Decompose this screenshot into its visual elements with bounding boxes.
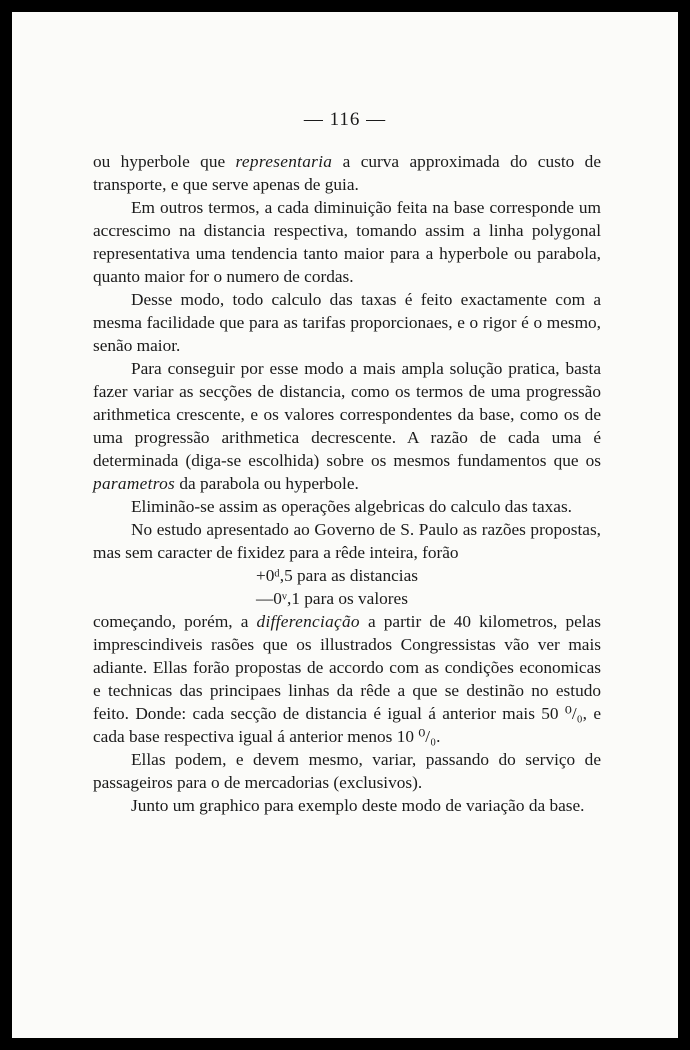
paragraph-7-text-c: e cada base respectiva igual á anterior menos [93,704,601,746]
paragraph-4 [93,357,601,495]
book-page [12,12,678,1038]
paragraph-7-text: começando, porém, a [93,612,257,631]
formula-distances: +0ᵈ,5 para as distancias [256,566,418,585]
paragraph-1-text-b: a curva approximada do custo de transporte, e que serve apenas de guia. [93,152,601,194]
paragraph-3: Desse modo, todo calculo das taxas é feito exactamente com a mesma facilidade que para as tarifas proporcionaes, e o rigor é o mesmo, senão maior. [93,290,601,355]
paragraph-2: Em outros termos, a cada diminuição feita na base corresponde um accrescimo na distancia respectiva, tomando assim a linha polygonal representativa uma tendencia tanto maior para a hyperbole ou parabola, quanto maior for o numero de cordas. [93,198,601,286]
page-number: — 116 — [303,109,387,130]
paragraph-1-text: ou hyperbole que [93,152,236,171]
paragraph-5: Eliminão-se assim as operações algebricas do calculo das taxas. [131,497,572,516]
formula-values: —0ᵛ,1 para os valores [256,589,408,608]
italic-term: differenciação [256,612,360,631]
paragraph-7 [93,610,601,748]
percentage-10: 10 ⁰/₀. [396,727,441,746]
paragraph-4-text-b: da parabola ou hyperbole. [175,474,359,493]
italic-term: parametros [93,474,176,493]
paragraph-1 [93,150,601,196]
percentage-50: 50 ⁰/₀, [541,704,587,723]
paragraph-8: Ellas podem, e devem mesmo, variar, passando do serviço de passageiros para o de mercadorias (exclusivos). [93,750,601,792]
body-text [93,150,601,817]
paragraph-6: No estudo apresentado ao Governo de S. Paulo as razões propostas, mas sem caracter de fixidez para a rêde inteira, forão [93,520,601,562]
paragraph-7-text-b: a partir de 40 kilometros, pelas imprescindiveis rasões que os illustrados Congressistas vão ver mais adiante. Ellas forão propostas de accordo com as condições economicas e technicas das principaes linhas da rêde a que se destinão no estudo feito. Donde: cada secção de distancia é igual á anterior mais [93,612,601,723]
italic-term: representaria [235,152,333,171]
paragraph-4-text: Para conseguir por esse modo a mais ampla solução pratica, basta fazer variar as secções de distancia, como os termos de uma progressão arithmetica crescente, e os valores correspondentes da base, como os de uma progressão arithmetica decrescente. A razão de cada uma é determinada (diga-se escolhida) sobre os mesmos fundamentos que os [93,359,601,470]
paragraph-9: Junto um graphico para exemplo deste modo de variação da base. [131,796,585,815]
